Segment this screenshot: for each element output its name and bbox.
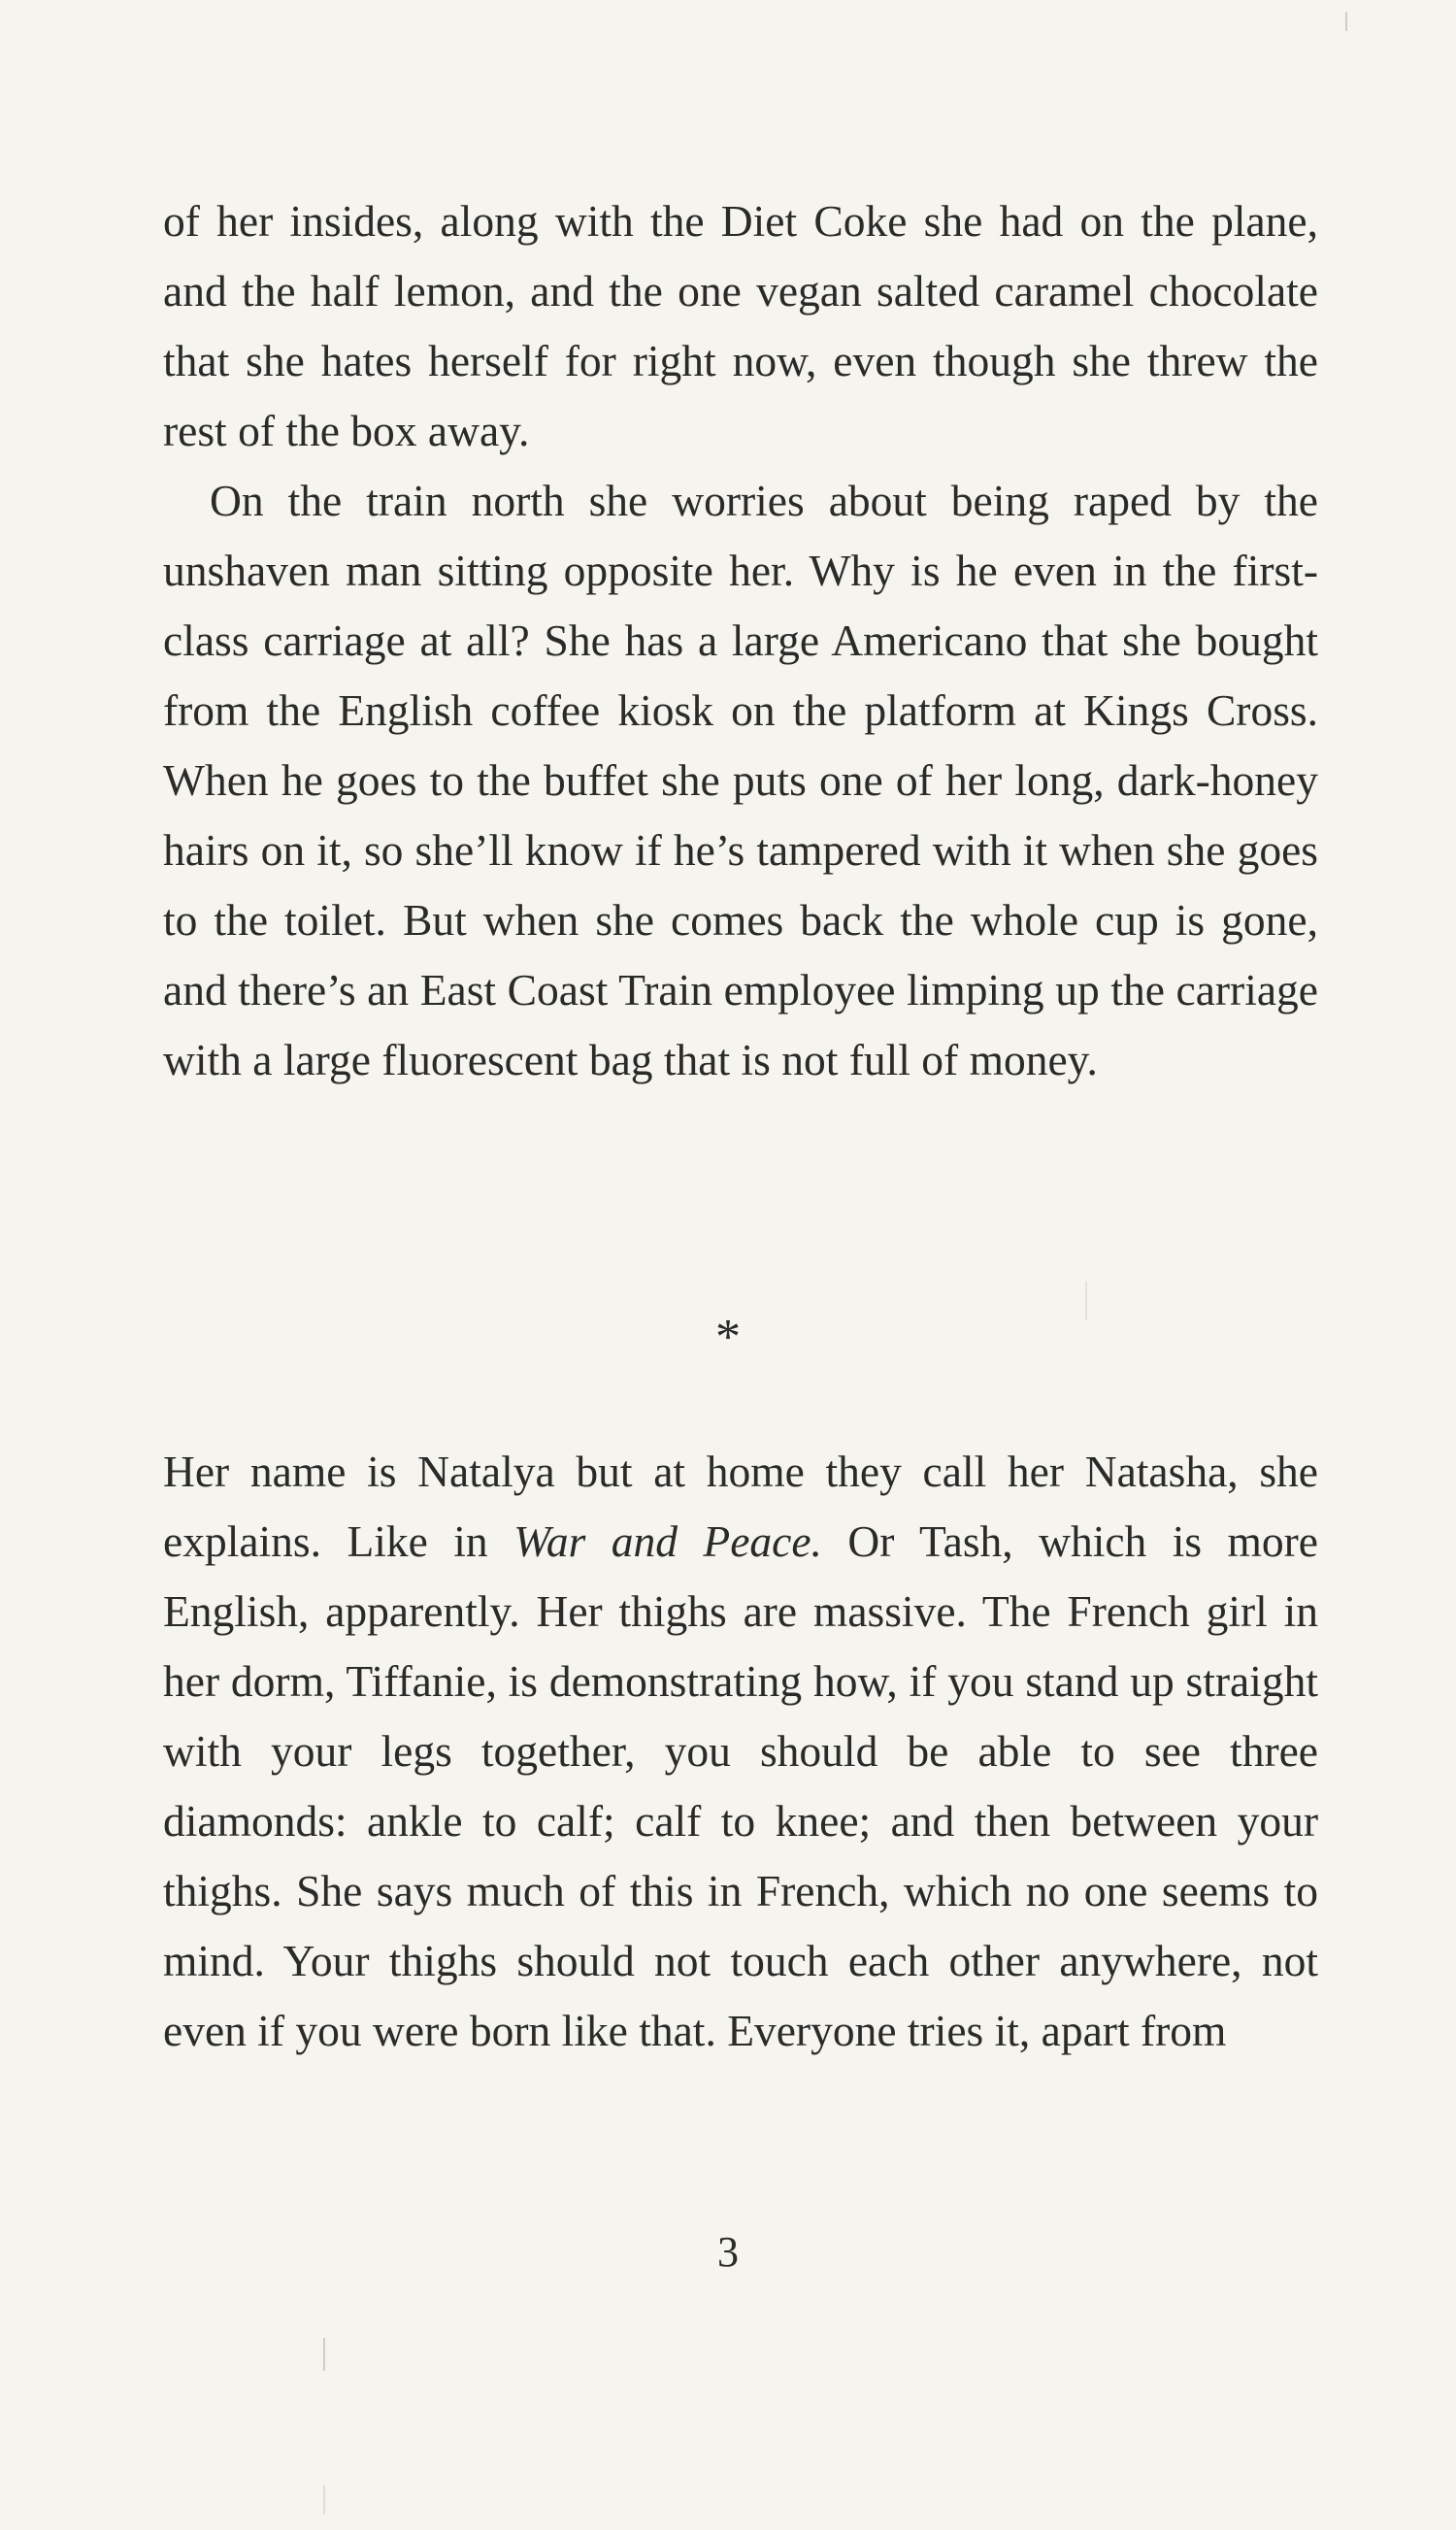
paper-speck xyxy=(1345,12,1347,31)
text-block-bottom xyxy=(163,1437,1318,2066)
paper-speck xyxy=(323,2338,325,2371)
paragraph-text-after-title: Or Tash, which is more English, apparently. Her thighs are massive. The French girl in her dorm, Tiffanie, is demonstrating how, if you stand up straight with your legs together, you should be able to see three diamonds: ankle to calf; calf to knee; and then between your thighs. She says much of this in French, which no one seems to mind. Your thighs should not touch each other anywhere, not even if you were born like that. Everyone tries it, apart from xyxy=(163,1516,1319,2055)
paragraph-text-before-title: Her name is Natalya but at home they call her Natasha, she explains. Like in xyxy=(163,1447,1318,1566)
paper-speck xyxy=(1085,1282,1087,1320)
paper-speck xyxy=(323,2485,325,2514)
section-separator: * xyxy=(715,1310,741,1365)
paragraph-train: On the train north she worries about being raped by the unshaven man sitting opposite her. Why is he even in the first-class carriage at all? She has a large Americano that she bought from the English coffee kiosk on the platform at Kings Cross. When he goes to the buffet she puts one of her long, dark-honey hairs on it, so she’ll know if he’s tampered with it when she goes to the toilet. But when she comes back the whole cup is gone, and there’s an East Coast Train employee limping up the carriage with a large fluorescent bag that is not full of money. xyxy=(163,476,1318,1084)
paragraph-continuation: of her insides, along with the Diet Coke she had on the plane, and the half lemon, and the one vegan salted caramel chocolate that she hates herself for right now, even though she threw the rest of the box away. xyxy=(163,196,1318,455)
page-number: 3 xyxy=(717,2228,739,2276)
book-title: War and Peace. xyxy=(513,1516,822,1566)
text-block-top xyxy=(163,186,1318,1095)
paragraph-natalya xyxy=(163,1437,1318,2066)
